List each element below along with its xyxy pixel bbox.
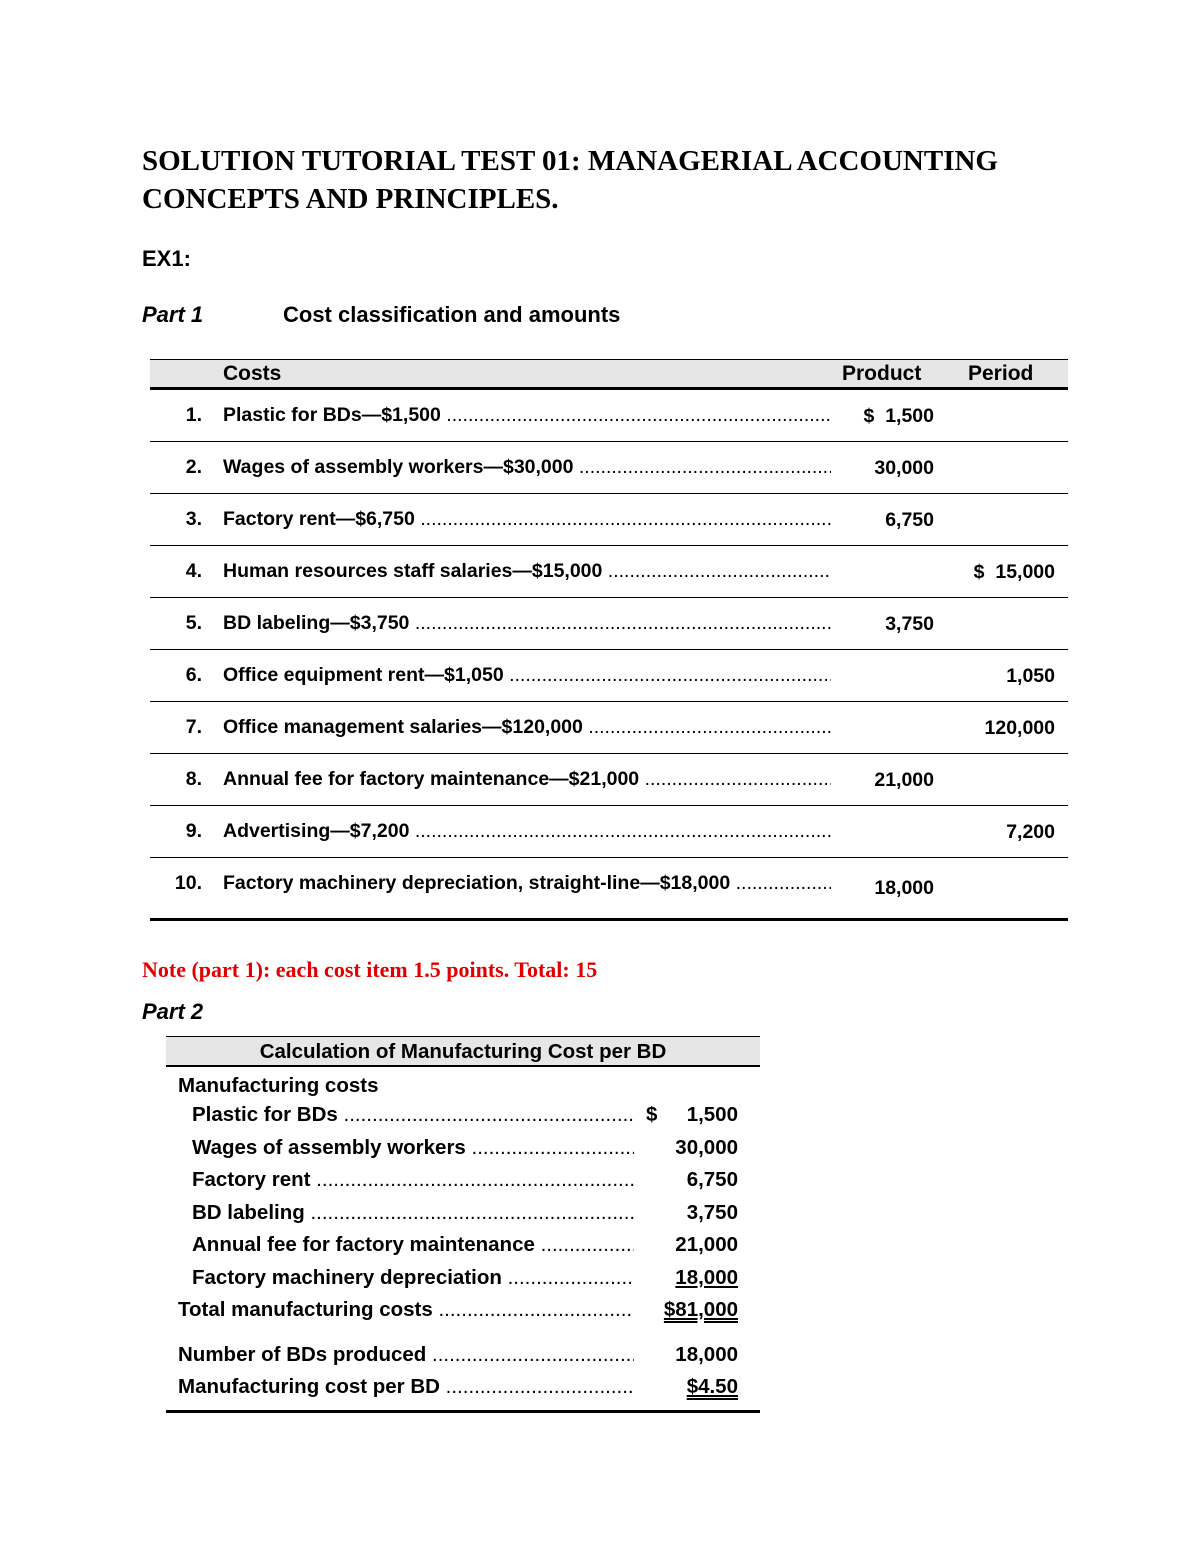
product-cost: 18,000 [874,877,934,899]
table-header [150,359,1068,390]
period-cost: 120,000 [984,717,1055,739]
table-row [150,702,1068,754]
product-cost: 6,750 [885,509,934,531]
cost-classification-table [150,359,1068,921]
cost-line-label: Annual fee for factory maintenance ..... [192,1233,634,1257]
cost-line [166,1231,760,1264]
exercise-label: EX1: [142,246,191,271]
row-number: 10. [174,872,202,894]
table-row [150,650,1068,702]
period-cost: 7,200 [1006,821,1055,843]
cost-line-label: Plastic for BDs ..... [192,1103,634,1127]
row-number: 6. [185,664,202,686]
row-description: Plastic for BDs—$1,500 ..... [223,404,831,427]
cost-line [166,1101,760,1134]
cost-line [166,1199,760,1232]
product-cost: 21,000 [874,769,934,791]
header-period: Period [968,362,1034,385]
manufacturing-cost-table [166,1036,760,1413]
row-number: 2. [185,456,202,478]
row-description: BD labeling—$3,750 ..... [223,612,831,635]
grading-note: Note (part 1): each cost item 1.5 points. Total: 15 [142,957,598,982]
part2-label: Part 2 [142,999,204,1024]
cost-line-value: 21,000 [675,1233,738,1256]
cost-line-label: Factory machinery depreciation ..... [192,1266,634,1290]
cost-per-unit-line [166,1373,760,1406]
part1-label: Part 1 [142,302,204,327]
row-description: Office equipment rent—$1,050 ..... [223,664,831,687]
row-description: Human resources staff salaries—$15,000 ..... [223,560,831,583]
total-line [166,1296,760,1329]
units-value: 18,000 [675,1342,738,1366]
row-number: 5. [185,612,202,634]
row-description: Advertising—$7,200 ..... [223,820,831,843]
table-row [150,598,1068,650]
table-row [150,546,1068,598]
section-label: Manufacturing costs [178,1074,379,1097]
cost-line [166,1134,760,1167]
part1-title: Cost classification and amounts [283,302,621,327]
row-number: 1. [185,404,202,426]
row-number: 3. [185,508,202,530]
period-cost: $ 15,000 [973,561,1055,583]
row-description: Factory machinery depreciation, straight-line—$18,000 ..... [223,872,831,895]
page-title: SOLUTION TUTORIAL TEST 01: MANAGERIAL ACCOUNTING CONCEPTS AND PRINCIPLES. [142,145,998,215]
row-description: Wages of assembly workers—$30,000 ..... [223,456,831,479]
table-row [150,494,1068,546]
product-cost: $ 1,500 [863,405,934,427]
period-cost: 1,050 [1006,665,1055,687]
cost-line-value: 3,750 [686,1200,738,1224]
table-row [150,858,1068,921]
cost-line [166,1264,760,1297]
table-row [150,754,1068,806]
row-description: Office management salaries—$120,000 ..... [223,716,831,739]
cost-line-label: Factory rent ..... [192,1168,634,1192]
cost-line-value: 18,000 [675,1265,738,1289]
cost-line-value: 30,000 [675,1135,738,1159]
table-row [150,442,1068,494]
part1-heading [142,302,621,328]
row-number: 8. [185,768,202,790]
dollar-sign: $ [646,1103,658,1126]
product-cost: 3,750 [885,613,934,635]
table-title: Calculation of Manufacturing Cost per BD [166,1036,760,1067]
units-label: Number of BDs produced ..... [178,1343,634,1367]
row-number: 9. [185,820,202,842]
row-description: Factory rent—$6,750 ..... [223,508,831,531]
table-row [150,806,1068,858]
header-product: Product [842,362,922,385]
table-row [150,390,1068,442]
table-bottom-rule [166,1406,760,1413]
cost-per-unit-value: $4.50 [686,1375,738,1398]
cost-line-label: BD labeling ..... [192,1201,634,1225]
total-label: Total manufacturing costs ..... [178,1298,634,1322]
product-cost: 30,000 [874,457,934,479]
header-costs: Costs [223,362,282,385]
cost-per-unit-label: Manufacturing cost per BD ..... [178,1375,634,1399]
row-description: Annual fee for factory maintenance—$21,000 ..... [223,768,831,791]
cost-line [166,1166,760,1199]
row-number: 7. [185,716,202,738]
cost-line-value: 6,750 [686,1168,738,1191]
row-number: 4. [185,560,202,582]
cost-line-value: 1,500 [686,1103,738,1126]
cost-line-label: Wages of assembly workers ..... [192,1136,634,1160]
units-line [166,1341,760,1374]
total-value: $81,000 [663,1298,738,1321]
